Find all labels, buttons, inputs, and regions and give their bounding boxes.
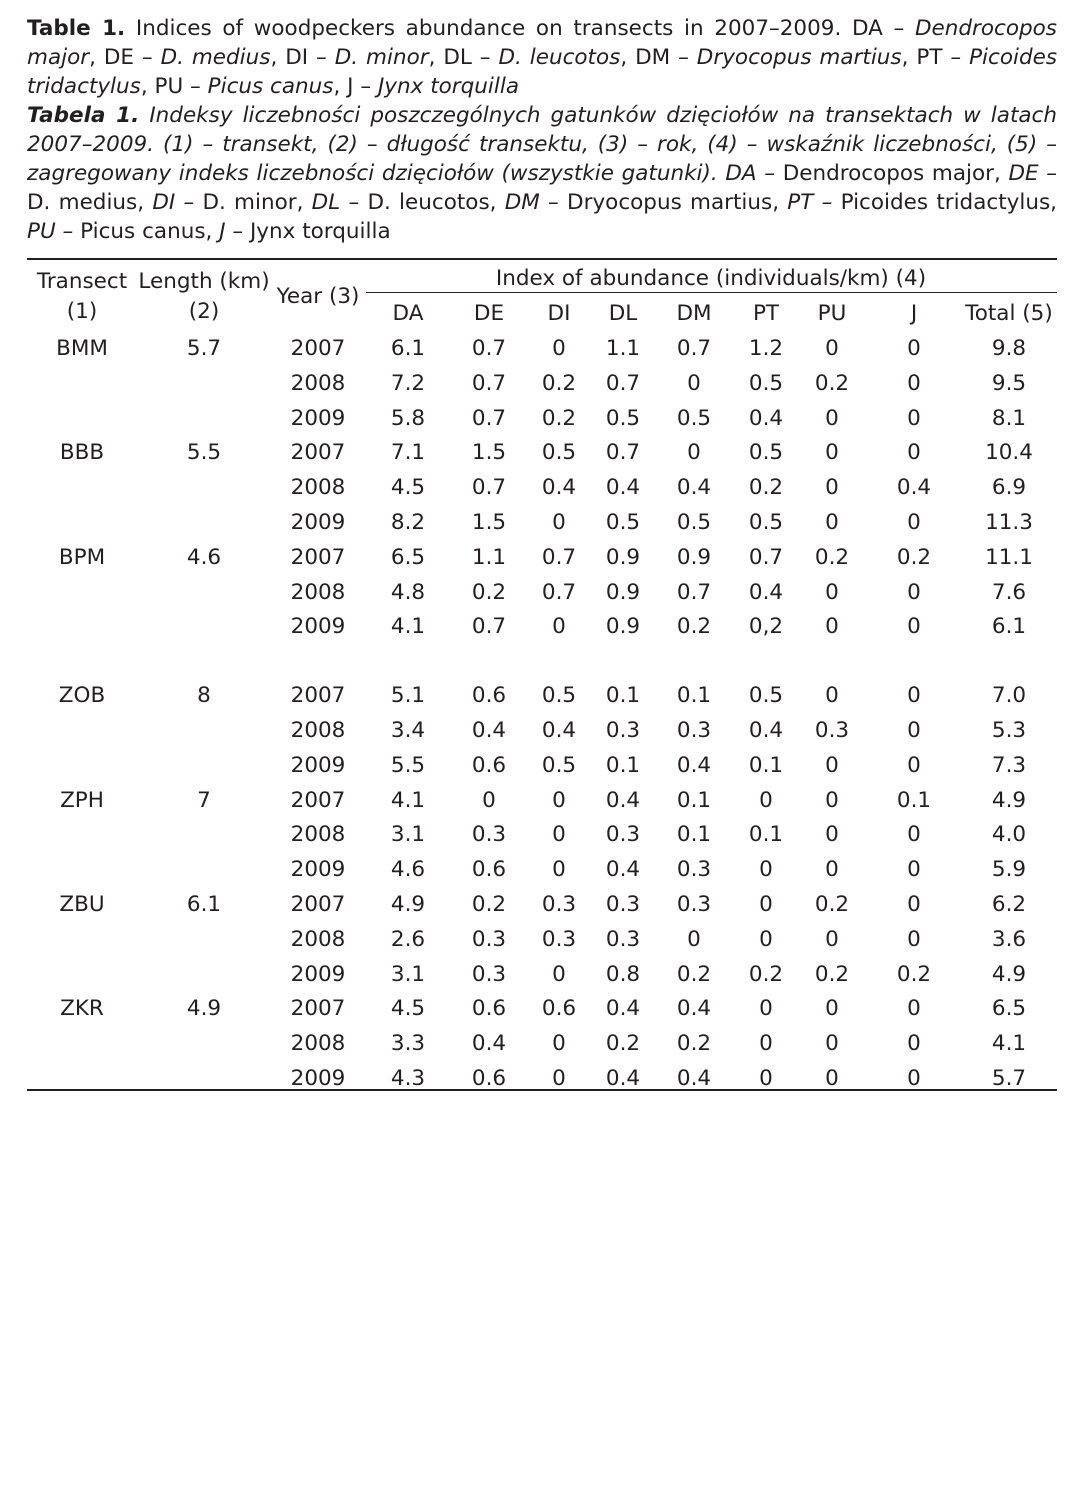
cell-j: 0 [907,752,921,778]
cell-pt: 0.2 [748,961,784,987]
caption-segment: D. minor, [202,190,312,215]
cell-total: 7.3 [991,752,1027,778]
cell-year: 2009 [290,405,346,431]
cell-de: 0.6 [471,857,507,883]
cell-de: 0.6 [471,1066,507,1091]
cell-de: 1.1 [471,544,507,570]
cell-di: 0.4 [541,475,577,501]
caption-english [27,14,1057,101]
cell-di: 0 [552,510,566,535]
cell-pu: 0 [825,336,839,361]
caption-segment: Indeksy liczebności poszczególnych gatunków dzięciołów na transektach w latach 2007–2009. (1) – transekt, (2) – długość transektu, (3) – rok, (4) – wskaźnik liczebności, (5) – zagregowany indeks liczebności dzięciołów (wszystkie gatunki). DA – [27,103,1057,186]
cell-year: 2007 [290,787,346,813]
cell-year: 2008 [290,475,346,501]
cell-pu: 0.3 [814,718,850,743]
cell-total: 5.3 [991,718,1027,743]
caption-segment: DI – [152,190,203,215]
cell-j: 0.2 [896,961,932,987]
caption-segment: D. medius [160,45,271,70]
cell-pt: 0.5 [748,370,784,396]
caption-segment: Picoides tridactylus, [840,190,1057,215]
cell-de: 0.6 [471,996,507,1022]
cell-dl: 0.4 [605,1066,641,1091]
cell-pt: 0 [759,857,773,883]
caption-segment: Dryocopus martius, [567,190,788,215]
cell-year: 2008 [290,1031,346,1057]
caption-segment: DL – [311,190,368,215]
cell-pu: 0.2 [814,961,850,987]
cell-pt: 1.2 [748,336,784,361]
cell-dl: 0.1 [605,683,641,709]
cell-dl: 0.3 [605,718,641,743]
cell-de: 0.4 [471,1031,507,1057]
cell-pt: 0 [759,926,773,952]
caption-segment: PT – [787,190,841,215]
cell-j: 0 [907,614,921,640]
cell-total: 4.0 [991,822,1027,848]
cell-de: 1.5 [471,440,507,466]
cell-da: 5.5 [390,752,426,778]
cell-dm: 0.4 [676,475,712,501]
cell-di: 0 [552,1066,566,1091]
caption-segment: DM – [504,190,568,215]
cell-j: 0 [907,857,921,883]
cell-pu: 0 [825,857,839,883]
cell-dl: 0.9 [605,544,641,570]
cell-j: 0.1 [896,787,932,813]
caption-segment: , DI – [270,45,335,70]
cell-dm: 0.7 [676,336,712,361]
cell-j: 0 [907,822,921,848]
cell-de: 0 [482,787,496,813]
cell-total: 3.6 [991,926,1027,952]
cell-pu: 0 [825,1066,839,1091]
cell-j: 0 [907,996,921,1022]
caption-segment: Picoides tridactylus [27,45,1058,99]
cell-pt: 0,2 [748,614,784,640]
cell-total: 11.3 [985,510,1033,535]
cell-di: 0 [552,961,566,987]
cell-de: 0.2 [471,579,507,605]
cell-dm: 0.1 [676,683,712,709]
cell-total: 9.5 [991,370,1027,396]
cell-di: 0 [552,614,566,640]
cell-di: 0.4 [541,718,577,743]
cell-da: 3.4 [390,718,426,743]
header-species-dm: DM [676,301,712,326]
cell-pu: 0.2 [814,544,850,570]
cell-j: 0 [907,1031,921,1057]
caption-segment: D. minor [334,45,429,70]
table-top-rule [27,258,1057,260]
cell-j: 0 [907,926,921,952]
cell-di: 0.6 [541,996,577,1022]
cell-j: 0 [907,683,921,709]
cell-pt: 0 [759,1031,773,1057]
cell-di: 0 [552,822,566,848]
header-species-de: DE [473,301,505,326]
cell-de: 0.2 [471,892,507,917]
header-length: Length (km) [138,269,270,294]
cell-pu: 0 [825,683,839,709]
cell-length: 8 [197,683,211,709]
cell-pu: 0 [825,510,839,535]
cell-dm: 0.7 [676,579,712,605]
cell-di: 0 [552,787,566,813]
cell-transect: BBB [59,440,105,466]
cell-da: 4.9 [390,892,426,917]
cell-pu: 0 [825,787,839,813]
cell-year: 2009 [290,857,346,883]
cell-de: 0.7 [471,475,507,501]
cell-year: 2008 [290,822,346,848]
header-length-number: (2) [188,299,220,324]
cell-dl: 1.1 [605,336,641,361]
cell-j: 0.2 [896,544,932,570]
cell-da: 4.5 [390,475,426,501]
cell-pt: 0.7 [748,544,784,570]
cell-dl: 0.5 [605,510,641,535]
header-transect-number: (1) [66,299,98,324]
cell-pt: 0.1 [748,752,784,778]
caption-segment: J – [219,219,250,244]
header-total: Total (5) [965,301,1053,326]
cell-total: 5.7 [991,1066,1027,1091]
cell-de: 0.6 [471,752,507,778]
cell-j: 0 [907,336,921,361]
caption-segment: D. leucotos [498,45,621,70]
cell-total: 4.9 [991,961,1027,987]
cell-pu: 0 [825,579,839,605]
caption-segment: Dendrocopos major, [782,161,1009,186]
cell-di: 0.5 [541,440,577,466]
cell-dm: 0.2 [676,1031,712,1057]
cell-length: 7 [197,787,211,813]
cell-di: 0.3 [541,926,577,952]
caption-segment: Picus canus, [80,219,220,244]
cell-j: 0 [907,579,921,605]
cell-pt: 0 [759,787,773,813]
caption-segment: , PU – [140,74,208,99]
cell-dl: 0.4 [605,787,641,813]
header-species-dl: DL [608,301,638,326]
cell-total: 4.9 [991,787,1027,813]
cell-year: 2009 [290,961,346,987]
cell-year: 2009 [290,752,346,778]
header-index-group: Index of abundance (individuals/km) (4) [495,266,927,291]
cell-da: 7.2 [390,370,426,396]
cell-dm: 0 [687,370,701,396]
cell-de: 0.7 [471,336,507,361]
caption-segment: Dryocopus martius [696,45,902,70]
cell-year: 2007 [290,336,346,361]
cell-year: 2008 [290,926,346,952]
cell-year: 2007 [290,996,346,1022]
cell-dm: 0.1 [676,822,712,848]
cell-j: 0.4 [896,475,932,501]
cell-dm: 0.2 [676,614,712,640]
cell-j: 0 [907,1066,921,1091]
caption-segment: D. medius, [27,190,153,215]
caption-segment: Picus canus [207,74,334,99]
cell-total: 6.1 [991,614,1027,640]
cell-dm: 0.4 [676,1066,712,1091]
cell-transect: ZBU [59,892,105,917]
cell-total: 10.4 [985,440,1033,466]
cell-dl: 0.5 [605,405,641,431]
cell-dl: 0.8 [605,961,641,987]
cell-de: 0.7 [471,405,507,431]
cell-de: 0.3 [471,961,507,987]
caption-segment: DE – [1008,161,1057,186]
cell-pt: 0 [759,1066,773,1091]
cell-dm: 0.9 [676,544,712,570]
cell-dm: 0.2 [676,961,712,987]
cell-da: 6.5 [390,544,426,570]
cell-pu: 0 [825,440,839,466]
cell-year: 2007 [290,440,346,466]
cell-total: 11.1 [985,544,1033,570]
header-species-di: DI [547,301,571,326]
cell-dl: 0.4 [605,996,641,1022]
header-year: Year (3) [276,284,360,309]
cell-di: 0 [552,336,566,361]
cell-year: 2007 [290,683,346,709]
cell-dm: 0 [687,926,701,952]
cell-di: 0.3 [541,892,577,917]
cell-di: 0 [552,857,566,883]
cell-year: 2009 [290,614,346,640]
cell-dl: 0.9 [605,579,641,605]
cell-year: 2009 [290,510,346,535]
cell-di: 0.5 [541,683,577,709]
header-species-pu: PU [817,301,847,326]
cell-di: 0 [552,1031,566,1057]
table-bottom-rule [27,1089,1057,1091]
cell-dm: 0.3 [676,857,712,883]
cell-da: 4.1 [390,787,426,813]
header-transect: Transect [36,269,128,294]
cell-transect: BMM [56,336,108,361]
cell-pt: 0.4 [748,579,784,605]
cell-pt: 0.2 [748,475,784,501]
caption-segment: , DE – [89,45,161,70]
cell-j: 0 [907,892,921,917]
cell-da: 4.1 [390,614,426,640]
cell-j: 0 [907,510,921,535]
cell-de: 1.5 [471,510,507,535]
cell-di: 0.2 [541,370,577,396]
cell-dm: 0.3 [676,718,712,743]
cell-year: 2007 [290,892,346,917]
cell-di: 0.7 [541,544,577,570]
cell-j: 0 [907,440,921,466]
cell-pu: 0.2 [814,370,850,396]
cell-da: 7.1 [390,440,426,466]
cell-pu: 0.2 [814,892,850,917]
cell-da: 5.1 [390,683,426,709]
cell-dm: 0.1 [676,787,712,813]
cell-total: 4.1 [991,1031,1027,1057]
cell-dm: 0 [687,440,701,466]
cell-da: 4.5 [390,996,426,1022]
caption-english-text [27,16,1057,99]
cell-length: 5.7 [186,336,222,361]
cell-dl: 0.3 [605,892,641,917]
cell-pu: 0 [825,996,839,1022]
cell-total: 5.9 [991,857,1027,883]
caption-segment: PU – [27,219,81,244]
cell-pu: 0 [825,405,839,431]
caption-segment: Jynx torquilla [377,74,519,99]
cell-da: 3.1 [390,961,426,987]
caption-segment: , DL – [428,45,499,70]
caption-polish-text [27,103,1057,244]
cell-pt: 0.5 [748,683,784,709]
index-group-rule [366,292,1057,293]
cell-length: 4.9 [186,996,222,1022]
cell-pt: 0.4 [748,718,784,743]
cell-da: 3.1 [390,822,426,848]
cell-dl: 0.4 [605,475,641,501]
cell-transect: ZKR [60,996,104,1022]
caption-english-label: Table 1. [27,16,126,41]
cell-total: 9.8 [991,336,1027,361]
cell-transect: ZOB [58,683,106,709]
cell-da: 4.6 [390,857,426,883]
cell-de: 0.6 [471,683,507,709]
cell-total: 6.5 [991,996,1027,1022]
cell-da: 8.2 [390,510,426,535]
cell-dl: 0.9 [605,614,641,640]
cell-total: 6.2 [991,892,1027,917]
cell-pt: 0.5 [748,440,784,466]
cell-dm: 0.4 [676,996,712,1022]
cell-dm: 0.5 [676,510,712,535]
cell-total: 7.0 [991,683,1027,709]
cell-dl: 0.3 [605,926,641,952]
cell-pu: 0 [825,1031,839,1057]
cell-dl: 0.2 [605,1031,641,1057]
cell-de: 0.3 [471,822,507,848]
cell-total: 8.1 [991,405,1027,431]
cell-da: 4.8 [390,579,426,605]
cell-da: 5.8 [390,405,426,431]
cell-transect: BPM [58,544,106,570]
caption-segment: Dendrocopos major [27,16,1057,70]
cell-dl: 0.3 [605,822,641,848]
cell-pt: 0 [759,996,773,1022]
cell-da: 2.6 [390,926,426,952]
cell-length: 4.6 [186,544,222,570]
cell-de: 0.4 [471,718,507,743]
cell-year: 2007 [290,544,346,570]
cell-length: 6.1 [186,892,222,917]
cell-pu: 0 [825,475,839,501]
cell-pu: 0 [825,614,839,640]
cell-dl: 0.7 [605,440,641,466]
cell-pt: 0.4 [748,405,784,431]
cell-j: 0 [907,370,921,396]
cell-da: 3.3 [390,1031,426,1057]
cell-dl: 0.1 [605,752,641,778]
cell-di: 0.7 [541,579,577,605]
caption-segment: , DM – [620,45,697,70]
caption-segment: , PT – [901,45,970,70]
cell-dl: 0.7 [605,370,641,396]
cell-de: 0.7 [471,370,507,396]
header-species-j: J [910,301,918,326]
cell-year: 2008 [290,579,346,605]
cell-length: 5.5 [186,440,222,466]
cell-dm: 0.5 [676,405,712,431]
cell-di: 0.2 [541,405,577,431]
cell-pu: 0 [825,822,839,848]
cell-pu: 0 [825,752,839,778]
cell-pt: 0.1 [748,822,784,848]
caption-segment: , J – [333,74,378,99]
caption-segment: Indices of woodpeckers abundance on transects in 2007–2009. DA – [125,16,915,41]
caption-polish-label: Tabela 1. [27,103,140,128]
caption-segment: D. leucotos, [367,190,505,215]
cell-di: 0.5 [541,752,577,778]
cell-year: 2009 [290,1066,346,1091]
caption-polish [27,101,1057,246]
cell-pt: 0.5 [748,510,784,535]
cell-dm: 0.4 [676,752,712,778]
cell-da: 4.3 [390,1066,426,1091]
cell-year: 2008 [290,370,346,396]
cell-year: 2008 [290,718,346,743]
header-species-da: DA [392,301,424,326]
cell-pt: 0 [759,892,773,917]
cell-dm: 0.3 [676,892,712,917]
cell-da: 6.1 [390,336,426,361]
cell-total: 7.6 [991,579,1027,605]
cell-de: 0.3 [471,926,507,952]
cell-j: 0 [907,405,921,431]
cell-total: 6.9 [991,475,1027,501]
cell-dl: 0.4 [605,857,641,883]
cell-j: 0 [907,718,921,743]
header-species-pt: PT [752,301,780,326]
table-caption [27,14,1057,246]
cell-pu: 0 [825,926,839,952]
caption-segment: Jynx torquilla [249,219,391,244]
cell-transect: ZPH [60,787,104,813]
cell-de: 0.7 [471,614,507,640]
